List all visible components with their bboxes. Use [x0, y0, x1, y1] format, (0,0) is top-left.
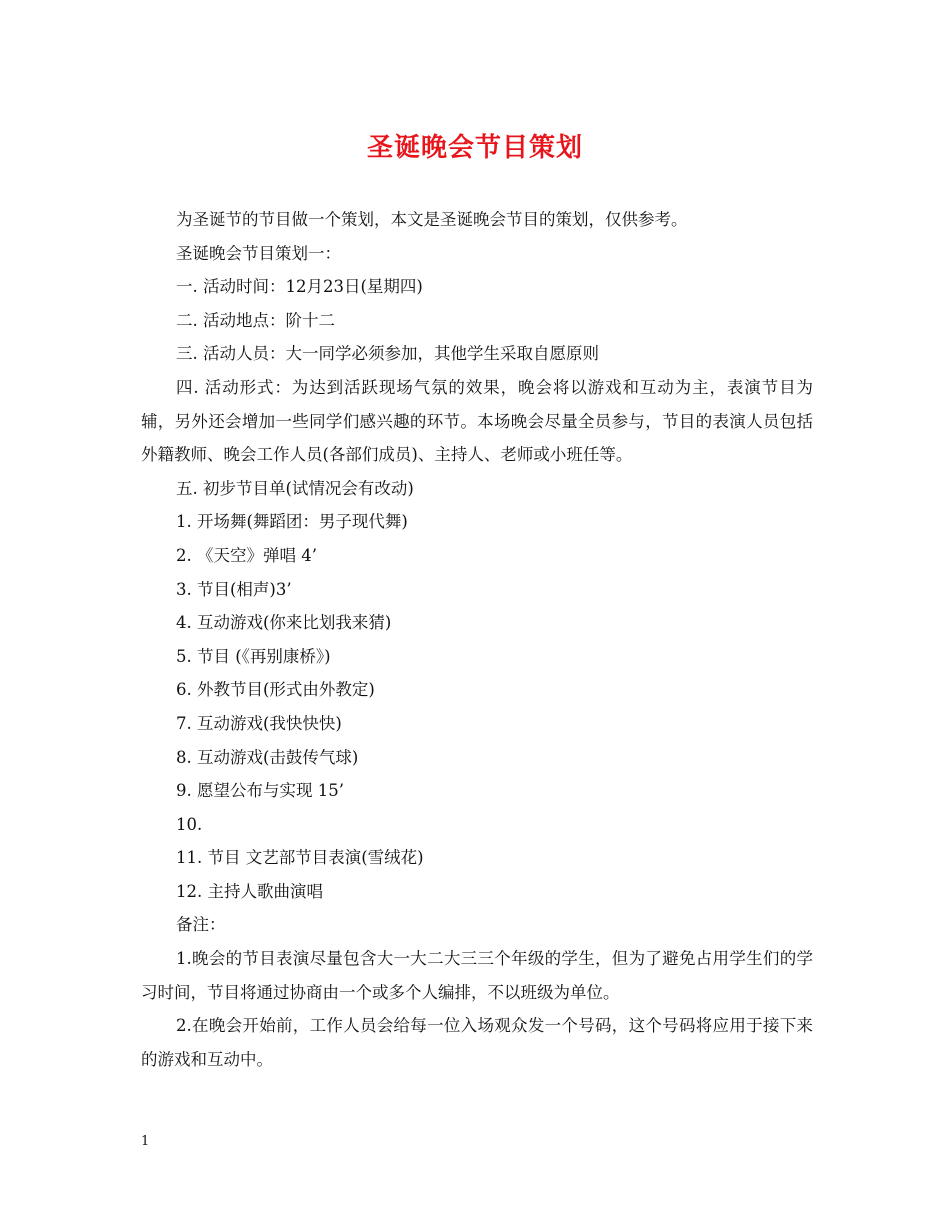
page-number: 1: [141, 1134, 150, 1149]
list-item: 9. 愿望公布与实现 15’: [176, 781, 344, 801]
notes-heading: 备注：: [176, 915, 226, 935]
paragraph: 五. 初步节目单(试情况会有改动): [176, 478, 414, 498]
list-item: 1. 开场舞(舞蹈团：男子现代舞): [176, 512, 408, 532]
note-item: 1.晚会的节目表演尽量包含大一大二大三三个年级的学生，但为了避免占用学生们的学习时间，节目将通过协商由一个或多个人编排，不以班级为单位。: [141, 949, 813, 1002]
document-body: [141, 203, 813, 1076]
paragraph: 三. 活动人员：大一同学必须参加，其他学生采取自愿原则: [176, 344, 599, 364]
paragraph: 为圣诞节的节目做一个策划，本文是圣诞晚会节目的策划，仅供参考。: [176, 210, 688, 229]
list-item: 5. 节目 (《再别康桥》): [176, 646, 331, 666]
list-item: 2. 《天空》弹唱 4’: [176, 545, 317, 565]
list-item: 3. 节目(相声)3’: [176, 579, 292, 599]
list-item: 8. 互动游戏(击鼓传气球): [176, 747, 359, 767]
list-item: 11. 节目 文艺部节目表演(雪绒花): [176, 848, 424, 868]
list-item: 7. 互动游戏(我快快快): [176, 713, 342, 733]
paragraph: 四. 活动形式：为达到活跃现场气氛的效果，晚会将以游戏和互动为主，表演节目为辅，另外还会增加一些同学们感兴趣的环节。本场晚会尽量全员参与，节目的表演人员包括外籍教师、晚会工作人员(各部们成员)、主持人、老师或小班任等。: [141, 377, 813, 465]
document-title: 圣诞晚会节目策划: [366, 133, 583, 163]
paragraph: 一. 活动时间：12月23日(星期四): [176, 277, 423, 297]
paragraph: 圣诞晚会节目策划一：: [176, 243, 341, 263]
paragraph: 二. 活动地点：阶十二: [176, 310, 335, 330]
list-item: 6. 外教节目(形式由外教定): [176, 680, 375, 700]
list-item: 4. 互动游戏(你来比划我来猜): [176, 613, 392, 633]
list-item: 12. 主持人歌曲演唱: [176, 881, 323, 901]
list-item: 10.: [176, 814, 203, 834]
note-item: 2.在晚会开始前，工作人员会给每一位入场观众发一个号码，这个号码将应用于接下来的游戏和互动中。: [141, 1016, 813, 1069]
